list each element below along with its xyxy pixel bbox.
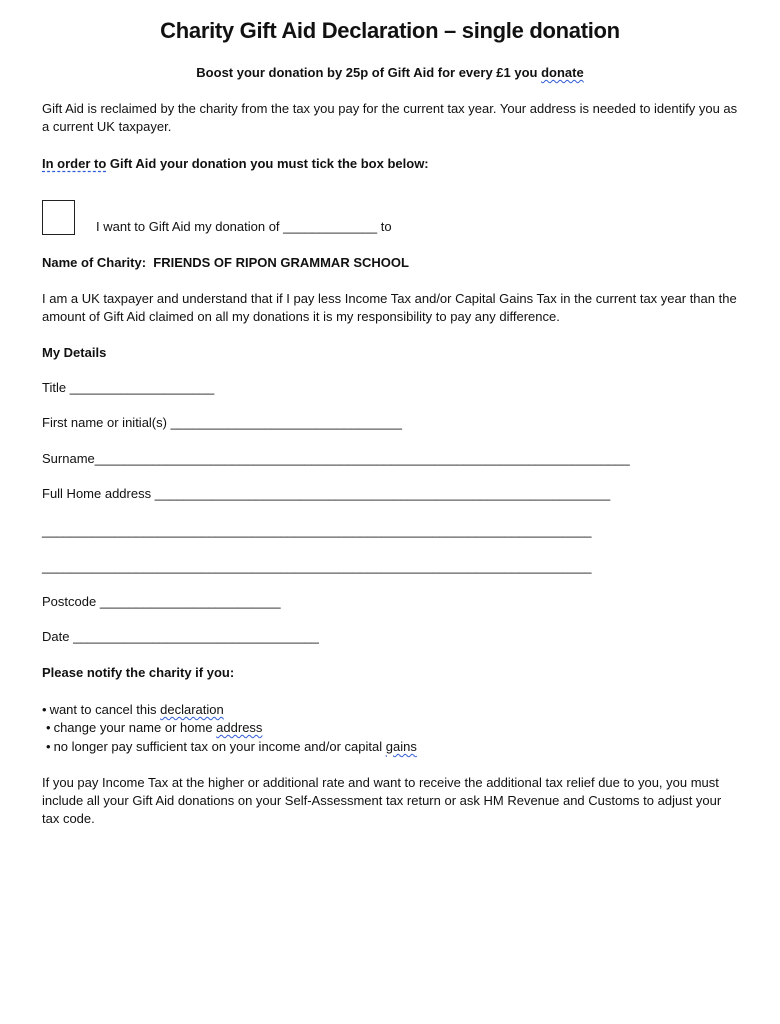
gift-aid-checkbox[interactable] xyxy=(42,200,75,235)
surname-field[interactable]: Surname__________________________________________________________________________ xyxy=(42,451,630,466)
notify-item-text: want to cancel this xyxy=(49,702,161,717)
footer-paragraph: If you pay Income Tax at the higher or additional rate and want to receive the additional tax relief due to you, you must include all your Gift Aid donations on your Self-Assessment tax return or ask HM Revenue and Customs to adjust your tax code. xyxy=(42,775,722,826)
notify-item-name-change xyxy=(46,719,262,737)
first-name-field[interactable]: First name or initial(s) ________________________________ xyxy=(42,415,402,430)
bullet-icon: • xyxy=(46,720,51,735)
subtitle xyxy=(0,65,780,80)
notify-item-cancel xyxy=(42,701,224,719)
bullet-icon: • xyxy=(42,702,47,717)
charity-label: Name of Charity: xyxy=(42,255,147,270)
checkbox-label: I want to Gift Aid my donation of _____________ to xyxy=(96,219,392,234)
notify-item-tax xyxy=(46,738,417,756)
my-details-heading: My Details xyxy=(42,345,107,360)
notify-heading: Please notify the charity if you: xyxy=(42,665,235,680)
charity-name: FRIENDS OF RIPON GRAMMAR SCHOOL xyxy=(153,255,409,270)
bullet-icon: • xyxy=(46,739,51,754)
tick-instruction xyxy=(42,155,429,173)
tick-instruction-rest: Gift Aid your donation you must tick the box below: xyxy=(106,156,429,171)
taxpayer-statement: I am a UK taxpayer and understand that if I pay less Income Tax and/or Capital Gains Tax in the current tax year than the amount of Gift Aid claimed on all my donations it is my responsibility to pay any difference. xyxy=(42,291,737,324)
subtitle-text: Boost your donation by 25p of Gift Aid for every £1 you xyxy=(196,65,542,80)
intro-paragraph: Gift Aid is reclaimed by the charity from the tax you pay for the current tax year. Your address is needed to identify you as a current UK taxpayer. xyxy=(42,101,738,134)
title-field[interactable]: Title ____________________ xyxy=(42,380,215,395)
charity-name-line xyxy=(42,254,409,272)
notify-item-text: no longer pay sufficient tax on your income and/or capital xyxy=(53,739,386,754)
notify-item-flagged-word: address xyxy=(216,720,263,735)
page-title: Charity Gift Aid Declaration – single donation xyxy=(160,18,620,43)
tick-instruction-flagged: In order to xyxy=(42,156,107,171)
address-line-2[interactable]: ____________________________________________________________________________ xyxy=(42,523,592,538)
date-field[interactable]: Date __________________________________ xyxy=(42,629,319,644)
notify-item-flagged-word: gains xyxy=(385,739,417,754)
subtitle-flagged-word: donate xyxy=(541,65,584,80)
notify-item-text: change your name or home xyxy=(53,720,217,735)
address-line-3[interactable]: ____________________________________________________________________________ xyxy=(42,559,592,574)
notify-item-flagged-word: declaration xyxy=(160,702,224,717)
postcode-field[interactable]: Postcode _________________________ xyxy=(42,594,281,609)
home-address-field[interactable]: Full Home address _______________________________________________________________ xyxy=(42,486,611,501)
